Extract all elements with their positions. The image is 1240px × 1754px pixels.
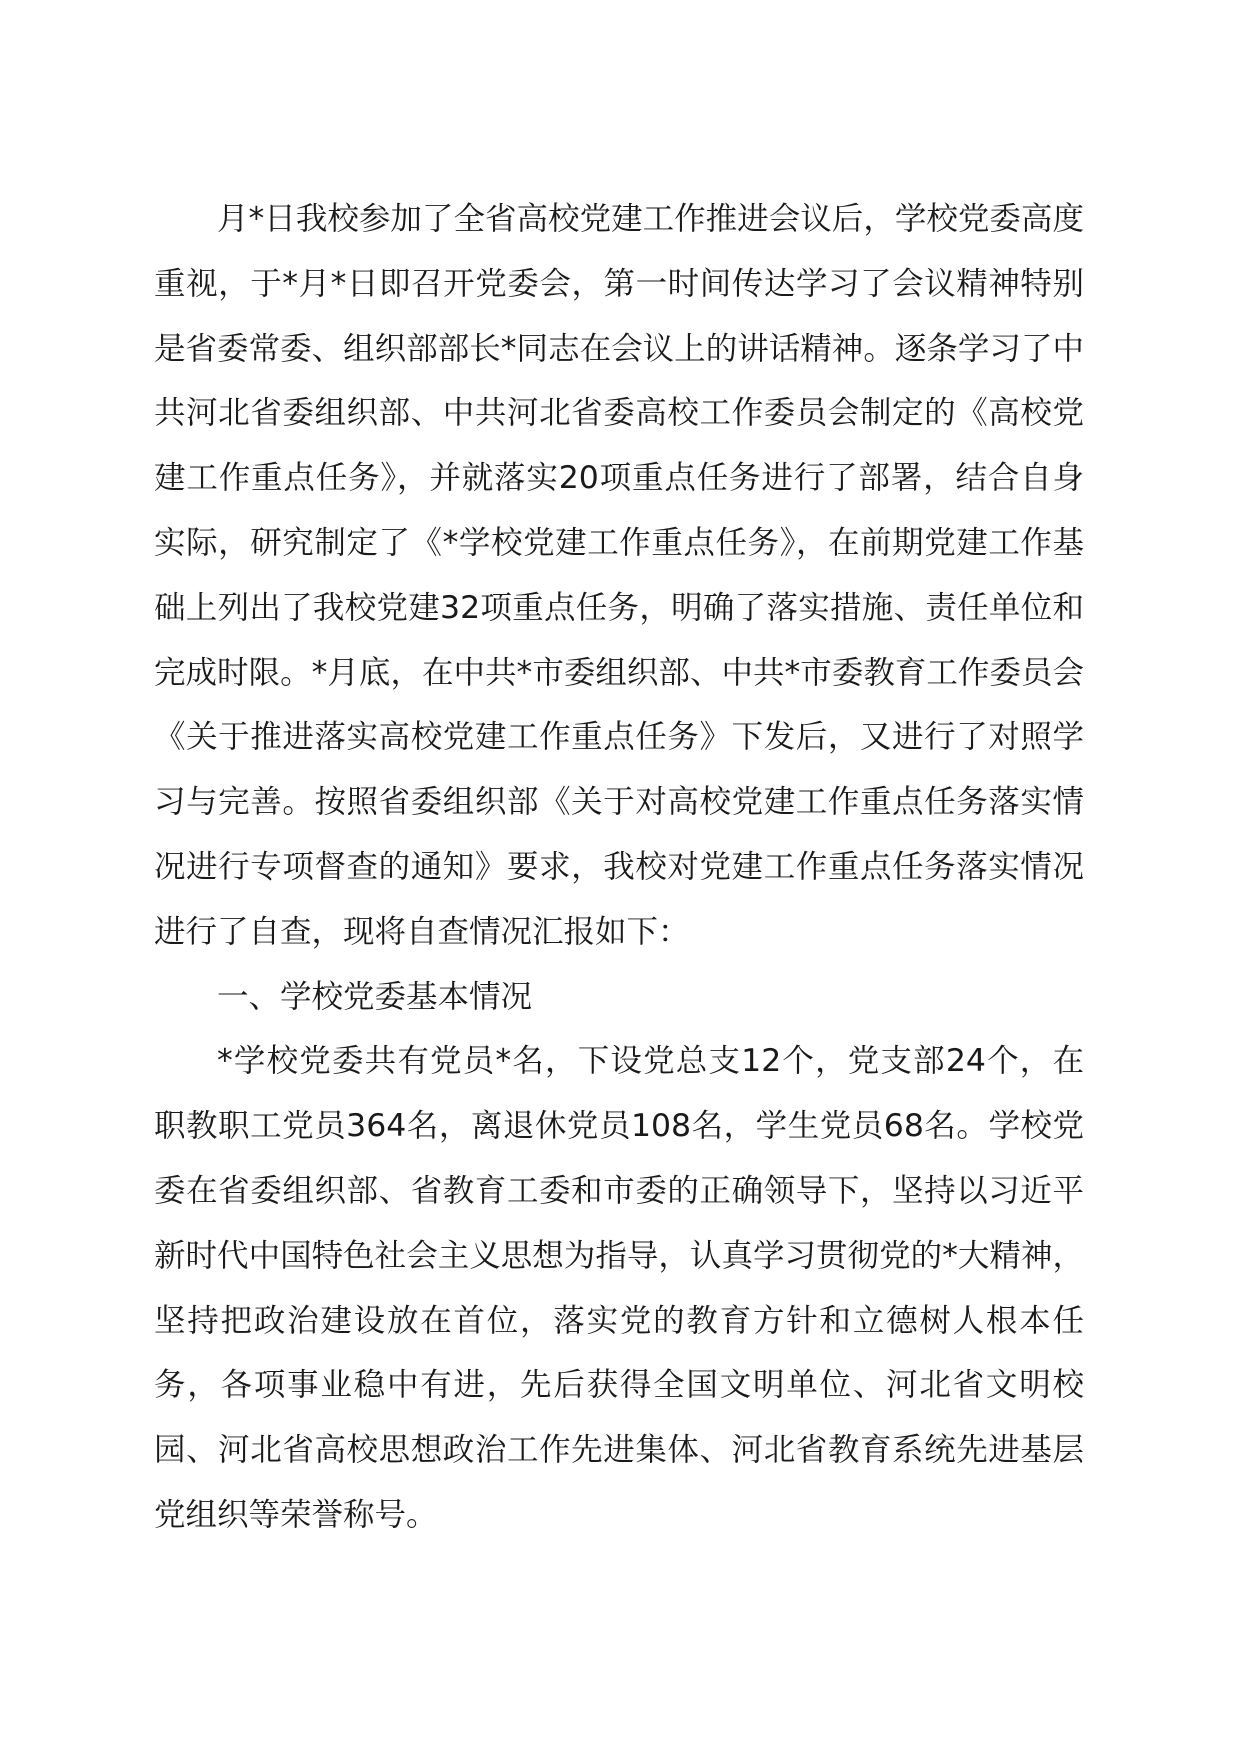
section-heading: 一、学校党委基本情况 bbox=[217, 978, 533, 1015]
intro-paragraph: 月*日我校参加了全省高校党建工作推进会议后，学校党委高度重视，于*月*日即召开党委会，第一时间传达学习了会议精神特别是省委常委、组织部部长*同志在会议上的讲话精神。逐条学习了中共河北省委组织部、中共河北省委高校工作委员会制定的《高校党建工作重点任务》，并就落实20项重点任务进行了部署，结合自身实际，研究制定了《*学校党建工作重点任务》，在前期党建工作基础上列出了我校党建32项重点任务，明确了落实措施、责任单位和完成时限。*月底，在中共*市委组织部、中共*市委教育工作委员会《关于推进落实高校党建工作重点任务》下发后，又进行了对照学习与完善。按照省委组织部《关于对高校党建工作重点任务落实情况进行专项督查的通知》要求，我校对党建工作重点任务落实情况进行了自查，现将自查情况汇报如下： bbox=[154, 201, 1084, 950]
document-page bbox=[154, 187, 1084, 1548]
section-body-paragraph: *学校党委共有党员*名，下设党总支12个，党支部24个，在职教职工党员364名，离退休党员108名，学生党员68名。学校党委在省委组织部、省教育工委和市委的正确领导下，坚持以习近平新时代中国特色社会主义思想为指导，认真学习贯彻党的*大精神，坚持把政治建设放在首位，落实党的教育方针和立德树人根本任务，各项事业稳中有进，先后获得全国文明单位、河北省文明校园、河北省高校思想政治工作先进集体、河北省教育系统先进基层党组织等荣誉称号。 bbox=[154, 1043, 1084, 1533]
